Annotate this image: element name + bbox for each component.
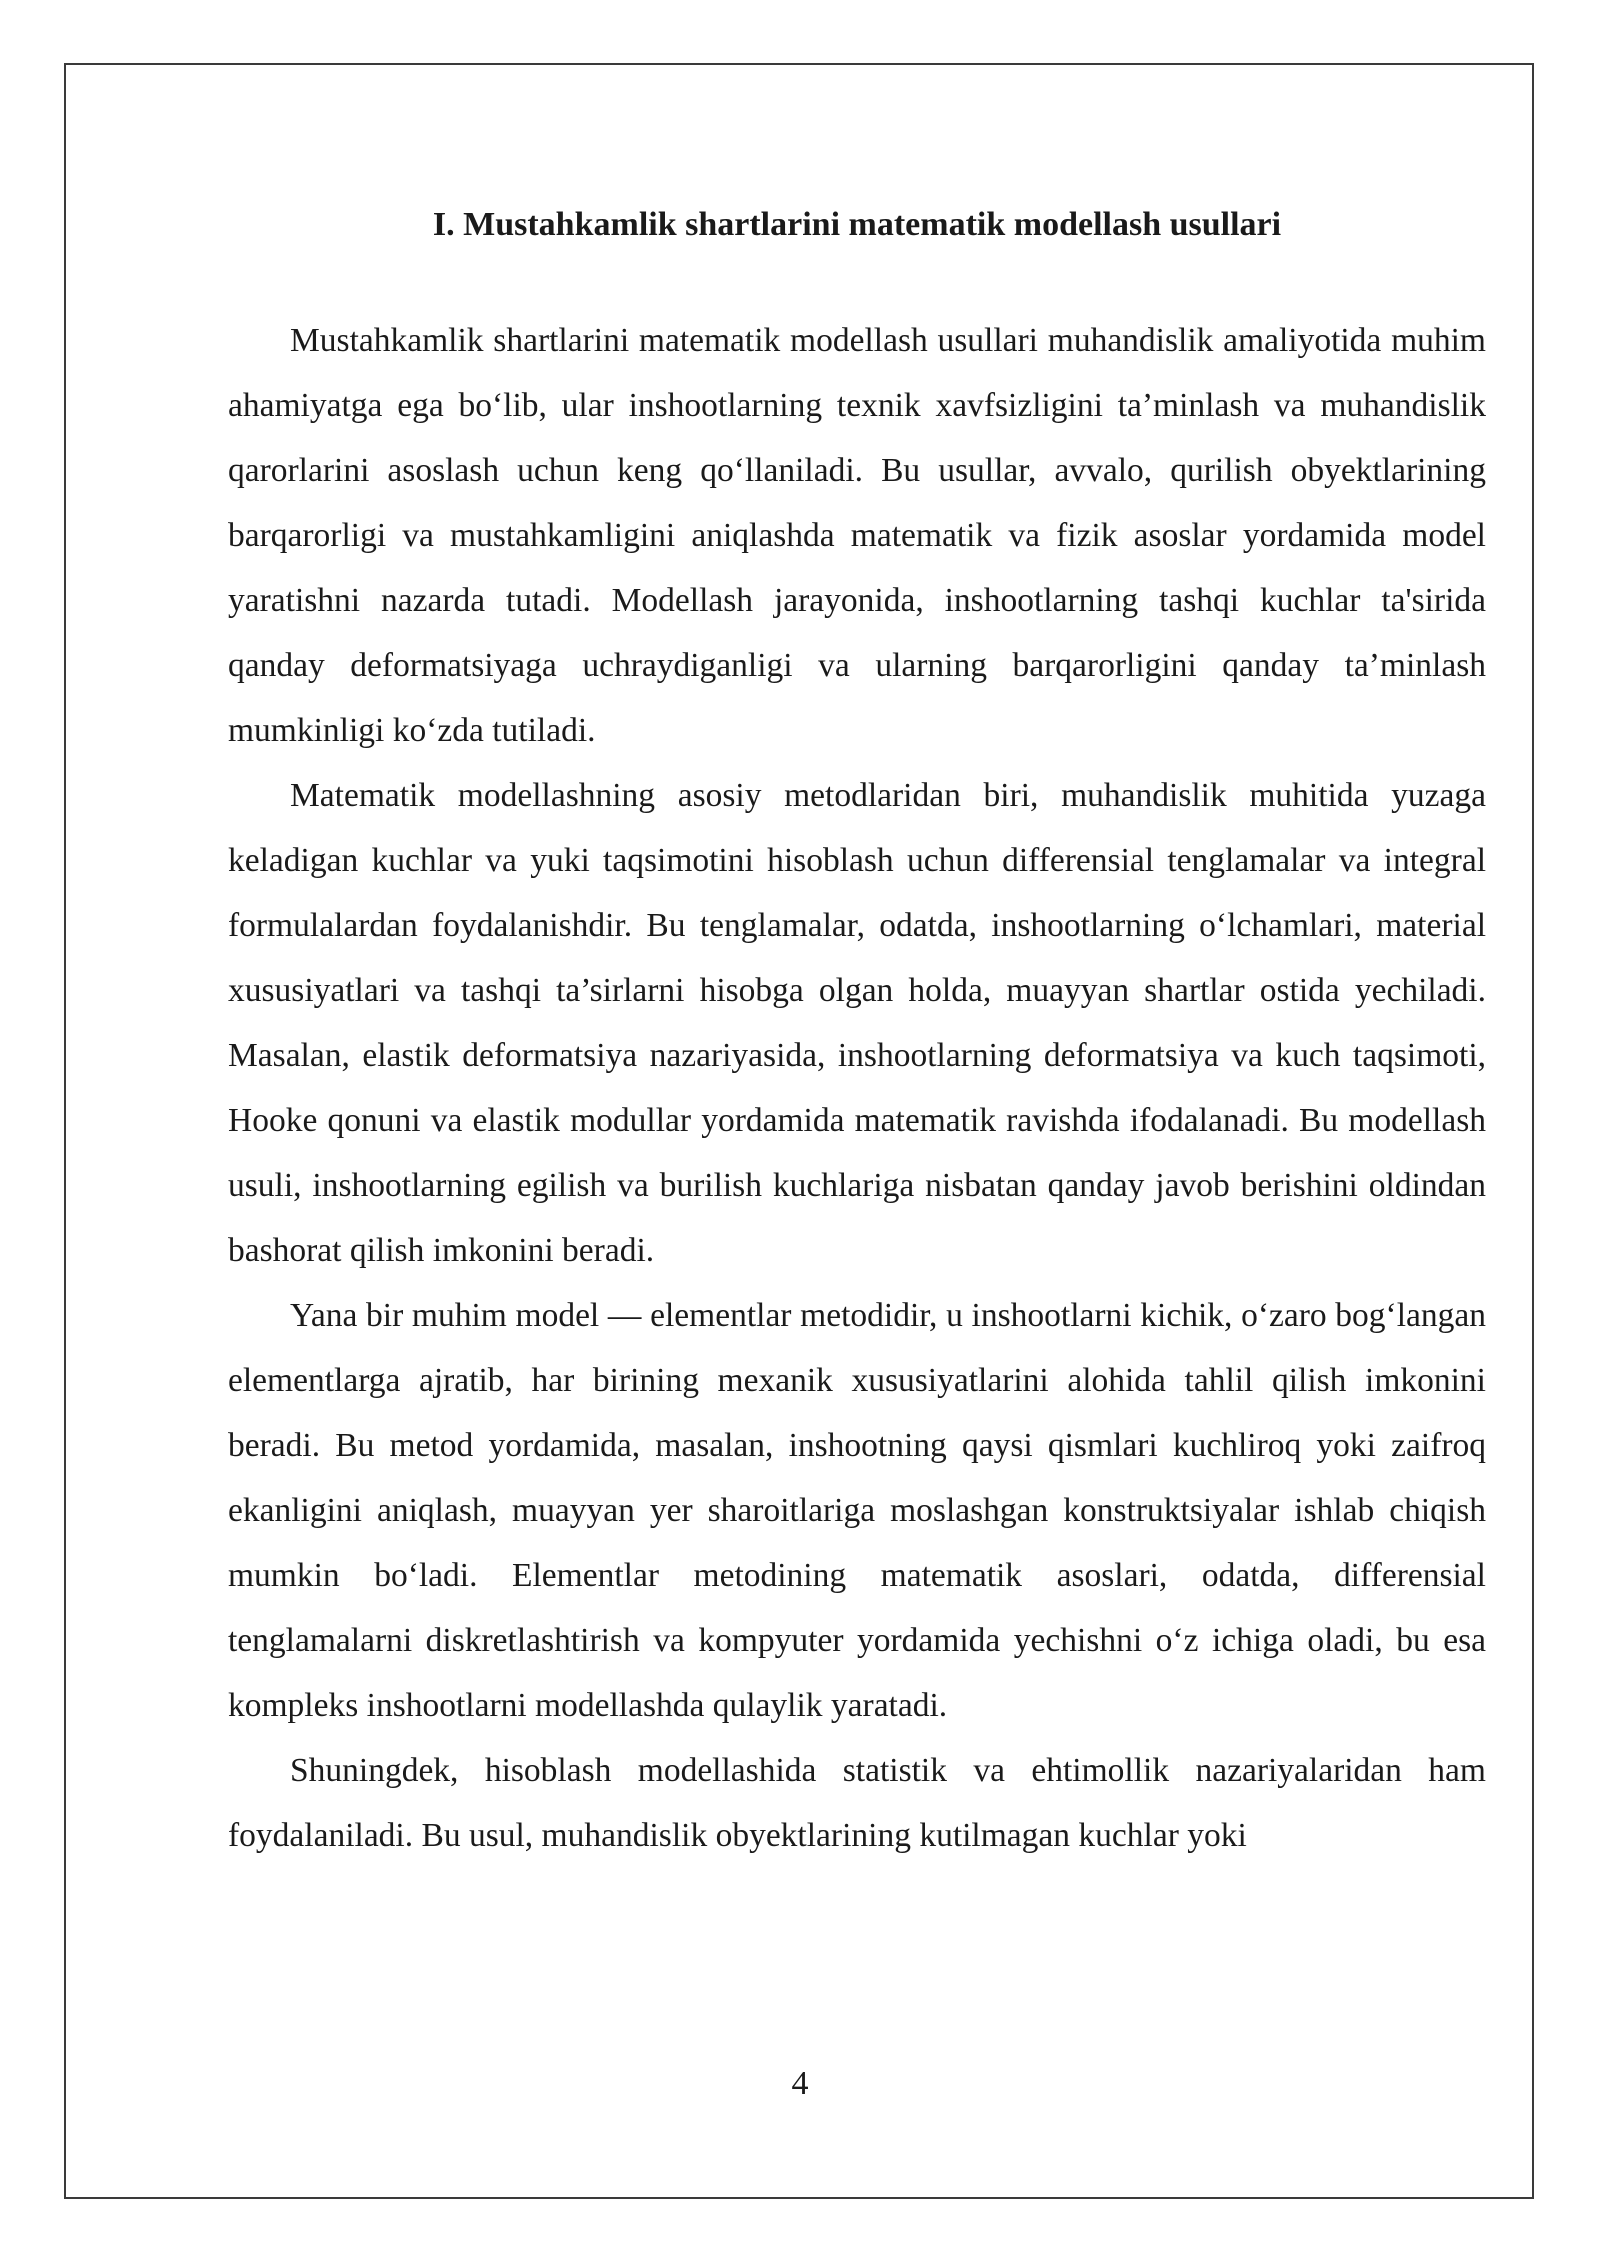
section-title: I. Mustahkamlik shartlarini matematik modellash usullari (432, 206, 1282, 243)
paragraph-2: Matematik modellashning asosiy metodlaridan biri, muhandislik muhitida yuzaga keladigan kuchlar va yuki taqsimotini hisoblash uchun differensial tenglamalar va integral formulalardan foydalanishdir. Bu tenglamalar, odatda, inshootlarning o‘lchamlari, material xususiyatlari va tashqi ta’sirlarni hisobga olgan holda, muayyan shartlar ostida yechiladi. Masalan, elastik deformatsiya nazariyasida, inshootlarning deformatsiya va kuch taqsimoti, Hooke qonuni va elastik modullar yordamida matematik ravishda ifodalanadi. Bu modellash usuli, inshootlarning egilish va burilish kuchlariga nisbatan qanday javob berishini oldindan bashorat qilish imkonini beradi. (228, 777, 1486, 1269)
paragraph-1: Mustahkamlik shartlarini matematik modellash usullari muhandislik amaliyotida muhim ahamiyatga ega bo‘lib, ular inshootlarning texnik xavfsizligini ta’minlash va muhandislik qarorlarini asoslash uchun keng qo‘llaniladi. Bu usullar, avvalo, qurilish obyektlarining barqarorligi va mustahkamligini aniqlashda matematik va fizik asoslar yordamida model yaratishni nazarda tutadi. Modellash jarayonida, inshootlarning tashqi kuchlar ta'sirida qanday deformatsiyaga uchraydiganligi va ularning barqarorligini qanday ta’minlash mumkinligi ko‘zda tutiladi. (228, 322, 1486, 749)
paragraph-3: Yana bir muhim model — elementlar metodidir, u inshootlarni kichik, o‘zaro bog‘langan elementlarga ajratib, har birining mexanik xususiyatlarini alohida tahlil qilish imkonini beradi. Bu metod yordamida, masalan, inshootning qaysi qismlari kuchliroq yoki zaifroq ekanligini aniqlash, muayyan yer sharoitlariga moslashgan konstruktsiyalar ishlab chiqish mumkin bo‘ladi. Elementlar metodining matematik asoslari, odatda, differensial tenglamalarni diskretlashtirish va kompyuter yordamida yechishni o‘z ichiga oladi, bu esa kompleks inshootlarni modellashda qulaylik yaratadi. (228, 1297, 1486, 1724)
body-text (228, 308, 1486, 1868)
paragraph-4: Shuningdek, hisoblash modellashida statistik va ehtimollik nazariyalaridan ham foydalaniladi. Bu usul, muhandislik obyektlarining kutilmagan kuchlar yoki (228, 1752, 1486, 1854)
page-number: 4 (791, 2065, 809, 2102)
